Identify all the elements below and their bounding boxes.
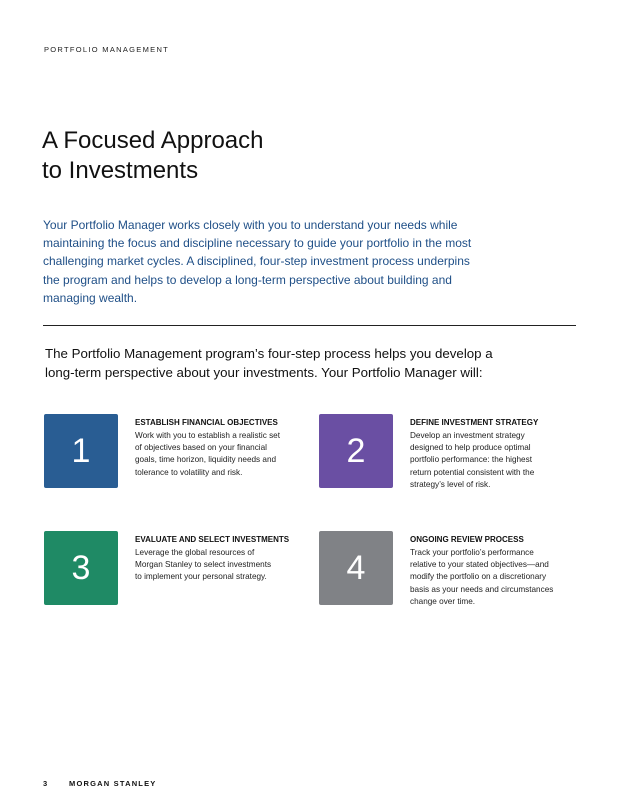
page-title bbox=[42, 126, 263, 186]
step-line: Track your portfolio’s performance bbox=[410, 548, 534, 557]
step-line: Develop an investment strategy bbox=[410, 431, 525, 440]
step-line: designed to help produce optimal bbox=[410, 443, 531, 453]
step-number-badge: 1 bbox=[44, 414, 118, 488]
step-line: of objectives based on your financial bbox=[135, 443, 267, 453]
intro-line: challenging market cycles. A disciplined, four-step investment process underpins bbox=[43, 254, 470, 269]
step-line: relative to your stated objectives—and bbox=[410, 560, 549, 570]
step-text bbox=[135, 417, 310, 479]
step-line: Morgan Stanley to select investments bbox=[135, 560, 272, 570]
step-line: portfolio performance: the highest bbox=[410, 455, 532, 465]
step-number-badge: 4 bbox=[319, 531, 393, 605]
step-number-badge: 3 bbox=[44, 531, 118, 605]
step-text bbox=[410, 534, 585, 608]
step-line: Leverage the global resources of bbox=[135, 548, 255, 557]
lead-line: long-term perspective about your investments. Your Portfolio Manager will: bbox=[45, 365, 483, 380]
section-eyebrow: PORTFOLIO MANAGEMENT bbox=[44, 45, 170, 54]
step-line: goals, time horizon, liquidity needs and bbox=[135, 455, 277, 465]
step-text bbox=[135, 534, 310, 584]
lead-paragraph bbox=[45, 344, 565, 382]
step-line: change over time. bbox=[410, 596, 476, 606]
step-description bbox=[410, 430, 585, 491]
step-line: Work with you to establish a realistic set bbox=[135, 431, 281, 440]
step-line: return potential consistent with the bbox=[410, 467, 535, 477]
title-line: to Investments bbox=[42, 157, 199, 184]
intro-line: maintaining the focus and discipline necessary to guide your portfolio in the most bbox=[43, 236, 472, 251]
step-text bbox=[410, 417, 585, 491]
step-number-badge: 2 bbox=[319, 414, 393, 488]
step-description bbox=[135, 547, 310, 584]
brand-name: MORGAN STANLEY bbox=[69, 779, 157, 788]
intro-line: managing wealth. bbox=[43, 290, 138, 305]
step-line: modify the portfolio on a discretionary bbox=[410, 572, 547, 582]
step-line: tolerance to volatility and risk. bbox=[135, 467, 243, 477]
step-heading: ONGOING REVIEW PROCESS bbox=[410, 535, 524, 544]
lead-line: The Portfolio Management program’s four-step process helps you develop a bbox=[45, 346, 493, 361]
step-line: to implement your personal strategy. bbox=[135, 572, 267, 582]
step-heading: ESTABLISH FINANCIAL OBJECTIVES bbox=[135, 418, 278, 427]
intro-paragraph bbox=[43, 216, 503, 307]
step-description bbox=[410, 547, 585, 608]
title-line: A Focused Approach bbox=[42, 127, 264, 154]
divider bbox=[43, 325, 576, 326]
step-heading: DEFINE INVESTMENT STRATEGY bbox=[410, 418, 539, 427]
page-number: 3 bbox=[43, 779, 48, 788]
step-heading: EVALUATE AND SELECT INVESTMENTS bbox=[135, 535, 290, 544]
step-line: strategy’s level of risk. bbox=[410, 479, 491, 489]
step-description bbox=[135, 430, 310, 479]
intro-line: the program and helps to develop a long-term perspective about building and bbox=[43, 272, 452, 287]
intro-line: Your Portfolio Manager works closely with you to understand your needs while bbox=[43, 218, 458, 232]
step-line: basis as your needs and circumstances bbox=[410, 584, 554, 594]
